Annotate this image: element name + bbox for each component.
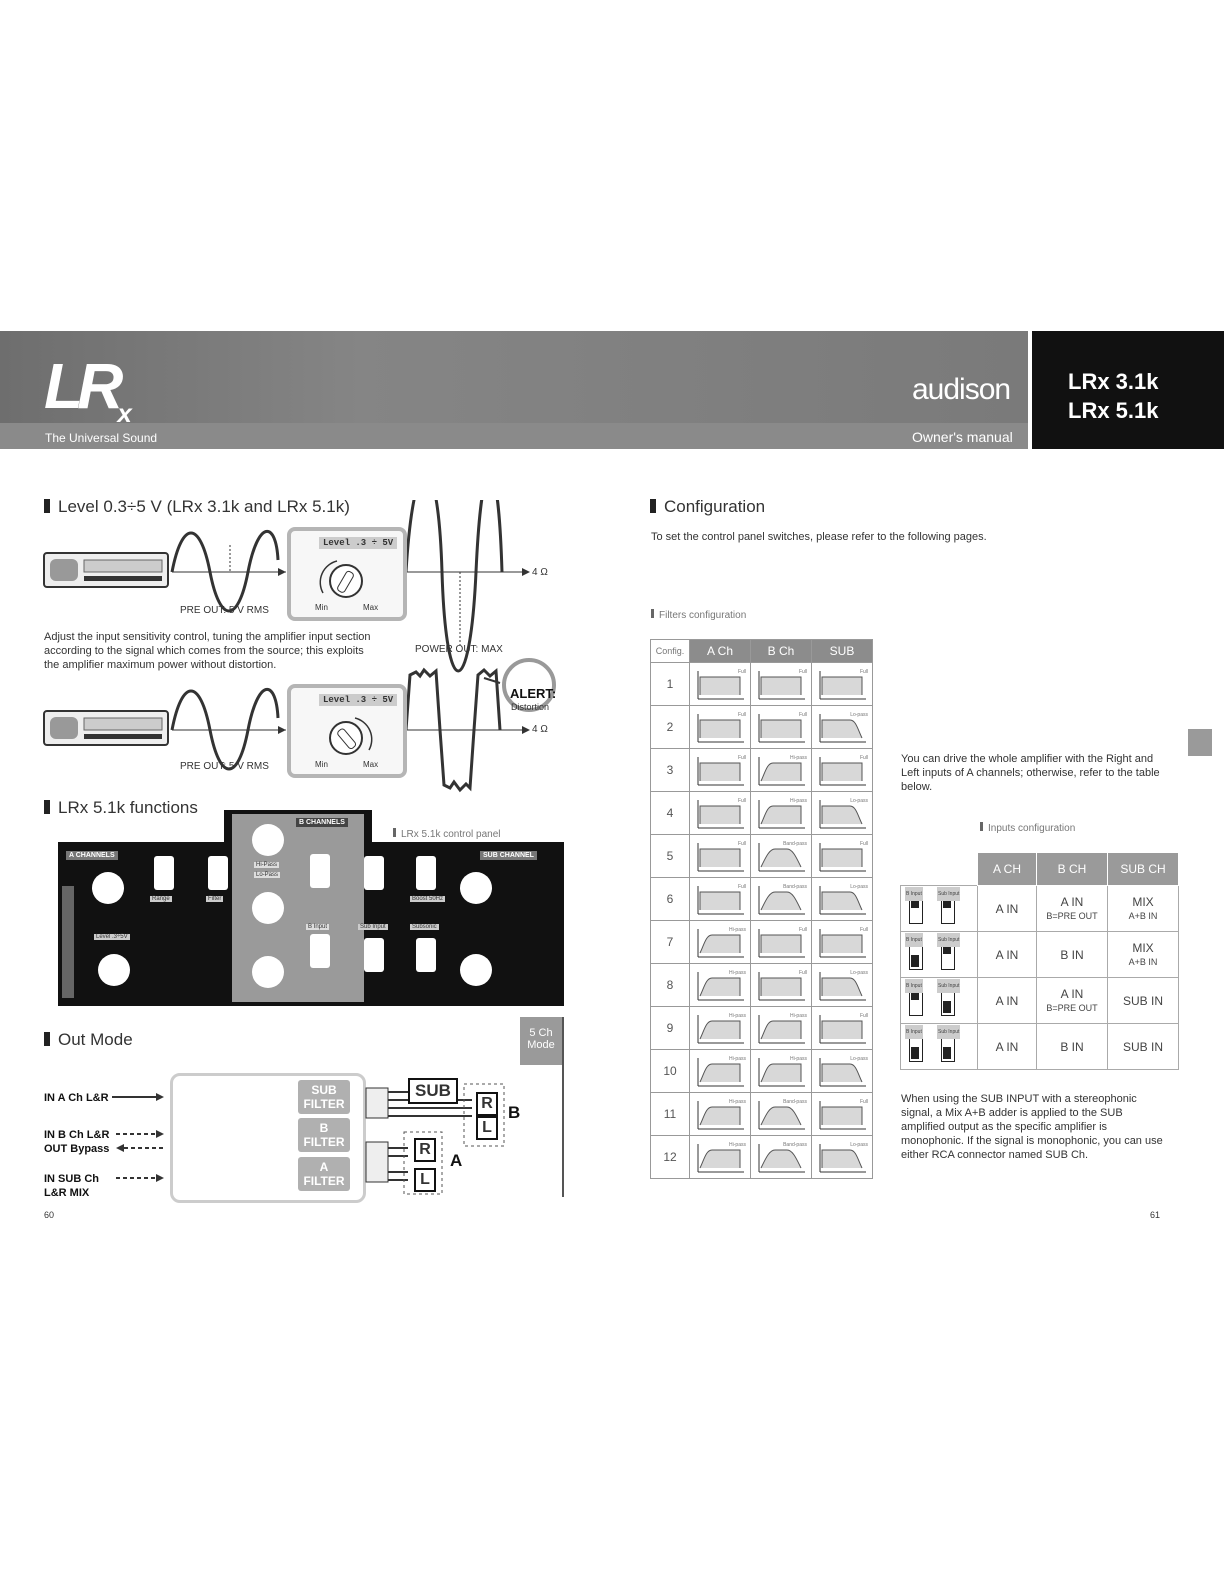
config-number: 9 (651, 1007, 690, 1050)
filter-response-graph (818, 755, 868, 787)
knob-max: Max (363, 603, 379, 612)
filter-cell (690, 878, 751, 921)
r-output-box: R (414, 1138, 436, 1162)
filter-type-label: Hi-pass (790, 1013, 807, 1019)
table-row (901, 1024, 1179, 1070)
config-number: 7 (651, 921, 690, 964)
filter-type-label: Full (737, 669, 746, 675)
filter-type-label: Band-pass (783, 1142, 807, 1148)
filter-cell (690, 663, 751, 706)
table-row (651, 663, 873, 706)
filter-type-label: Full (859, 1013, 868, 1019)
a-ch-cell: A IN (978, 978, 1037, 1024)
filter-cell (812, 1050, 873, 1093)
filter-response-graph (696, 798, 746, 830)
filter-cell (812, 663, 873, 706)
pre-out-label: PRE OUT: 5 V RMS (180, 761, 269, 772)
adjust-paragraph: Adjust the input sensitivity control, tuning the amplifier input section according to the signal which comes from the source; this exploits the amplifier maximum power without distortion. (44, 631, 371, 671)
filter-response-graph (757, 1142, 807, 1174)
filter-type-label: Hi-pass (790, 1056, 807, 1062)
table-row (651, 792, 873, 835)
filter-response-graph (757, 841, 807, 873)
filter-response-graph (696, 970, 746, 1002)
configuration-heading: Configuration (650, 497, 765, 517)
switch-label: B Input (905, 1025, 923, 1039)
b-ch-cell: A IN B=PRE OUT (1037, 886, 1108, 932)
table-row (651, 1136, 873, 1179)
filter-response-graph (757, 927, 807, 959)
filter-response-graph (696, 1013, 746, 1045)
filter-cell (812, 1093, 873, 1136)
b-ch-cell: B IN (1037, 932, 1108, 978)
b-ch-cell: A IN B=PRE OUT (1037, 978, 1108, 1024)
level-heading: Level 0.3÷5 V (LRx 3.1k and LRx 5.1k) (44, 497, 350, 517)
filter-response-graph (757, 1013, 807, 1045)
range-tag: Range (152, 896, 170, 902)
filter-type-label: Hi-pass (729, 970, 746, 976)
table-header: Config. (651, 640, 690, 663)
filter-type-label: Hi-pass (729, 1142, 746, 1148)
drive-paragraph: You can drive the whole amplifier with the Right and Left inputs of A channels; otherwise, refer to the table below. (901, 753, 1160, 793)
filter-cell (812, 749, 873, 792)
page-number-left: 60 (44, 1210, 55, 1220)
table-row (651, 921, 873, 964)
table-header: A CH (978, 853, 1037, 886)
filter-cell (690, 792, 751, 835)
model-block (1032, 331, 1224, 449)
lo-pass-tag: Lo-Pass (256, 872, 279, 878)
filter-response-graph (757, 669, 807, 701)
filter-response-graph (757, 798, 807, 830)
r-output-box: R (476, 1092, 498, 1116)
switch-setting-icon (901, 886, 978, 932)
filter-cell (690, 749, 751, 792)
filters-subheading: Filters configuration (651, 609, 746, 621)
filter-type-label: Full (798, 927, 807, 933)
filter-cell (690, 921, 751, 964)
filter-cell (812, 878, 873, 921)
filter-cell (690, 964, 751, 1007)
alert-label: ALERT: (510, 686, 557, 701)
filter-response-graph (696, 841, 746, 873)
table-row (651, 749, 873, 792)
table-header: B CH (1037, 853, 1108, 886)
filter-tag: Filter (208, 896, 222, 902)
filter-response-graph (818, 798, 868, 830)
filter-response-graph (818, 1142, 868, 1174)
filter-type-label: Hi-pass (790, 755, 807, 761)
knob-min: Min (315, 603, 328, 612)
filter-type-label: Hi-pass (729, 1013, 746, 1019)
switch-setting-icon (901, 978, 978, 1024)
knob-min: Min (315, 760, 328, 769)
filter-response-graph (818, 669, 868, 701)
lrx-logo: $LR_x$ (44, 350, 132, 428)
filter-response-graph (757, 755, 807, 787)
config-number: 6 (651, 878, 690, 921)
filter-cell (751, 1136, 812, 1179)
table-row (651, 964, 873, 1007)
filter-type-label: Full (737, 798, 746, 804)
filter-cell (690, 706, 751, 749)
filter-type-label: Full (798, 712, 807, 718)
sub-ch-cell: SUB IN (1108, 1024, 1179, 1070)
level-knob-box (287, 527, 407, 621)
filter-cell (690, 1050, 751, 1093)
filter-cell (751, 1093, 812, 1136)
car-stereo-icon (44, 553, 168, 587)
brand-name: audison (912, 373, 1011, 406)
filter-response-graph (696, 712, 746, 744)
config-number: 4 (651, 792, 690, 835)
filter-cell (690, 835, 751, 878)
table-header: A Ch (690, 640, 751, 663)
a-ch-cell: A IN (978, 1024, 1037, 1070)
filter-cell (751, 749, 812, 792)
filter-response-graph (757, 884, 807, 916)
filter-type-label: Full (859, 755, 868, 761)
filter-cell (751, 921, 812, 964)
table-row (651, 1007, 873, 1050)
switch-label: B Input (905, 933, 923, 947)
filter-cell (751, 792, 812, 835)
knob-tag: Level .3 ÷ 5V (319, 537, 397, 549)
filter-response-graph (818, 712, 868, 744)
filter-type-label: Full (737, 884, 746, 890)
config-number: 12 (651, 1136, 690, 1179)
switch-label: Sub Input (937, 979, 960, 993)
filter-response-graph (818, 970, 868, 1002)
switch-label: Sub Input (937, 1025, 960, 1039)
filter-cell (751, 835, 812, 878)
switch-label: Sub Input (937, 887, 960, 901)
a-label: A (450, 1151, 463, 1170)
filters-table (650, 639, 873, 1179)
filter-cell (751, 878, 812, 921)
input-label: IN SUB Ch (44, 1173, 99, 1185)
level-knob-box (287, 684, 407, 778)
filter-response-graph (757, 1099, 807, 1131)
model-name: LRx 3.1k (1068, 369, 1159, 394)
control-panel-image (58, 810, 564, 1006)
table-row (901, 978, 1179, 1024)
table-row (901, 886, 1179, 932)
input-label: L&R MIX (44, 1187, 90, 1199)
manual-label: Owner's manual (912, 429, 1013, 445)
a-filter-block: A FILTER (298, 1157, 350, 1191)
subsonic-tag: Subsonic (412, 924, 437, 930)
filter-type-label: Full (798, 970, 807, 976)
l-output-box: L (414, 1168, 436, 1192)
header-banner (0, 331, 1224, 449)
filter-cell (690, 1093, 751, 1136)
knob-tag: Level .3 ÷ 5V (319, 694, 397, 706)
table-header: B Ch (751, 640, 812, 663)
input-label: IN A Ch L&R (44, 1092, 109, 1104)
sub-ch-cell: MIX A+B IN (1108, 886, 1179, 932)
filter-cell (812, 1136, 873, 1179)
b-channels-tag: B CHANNELS (296, 818, 348, 827)
input-label: OUT Bypass (44, 1143, 110, 1155)
filter-response-graph (696, 927, 746, 959)
table-header: SUB CH (1108, 853, 1179, 886)
panel-caption: LRx 5.1k control panel (393, 828, 501, 840)
filter-cell (751, 1050, 812, 1093)
configuration-text: To set the control panel switches, please refer to the following pages. (651, 531, 987, 543)
a-ch-cell: A IN (978, 932, 1037, 978)
filter-cell (751, 964, 812, 1007)
filter-response-graph (696, 884, 746, 916)
b-label: B (508, 1103, 521, 1122)
sub-ch-cell: SUB IN (1108, 978, 1179, 1024)
filter-response-graph (757, 1056, 807, 1088)
filter-cell (812, 835, 873, 878)
table-row (651, 1050, 873, 1093)
sub-output-box: SUB (408, 1078, 458, 1104)
filter-type-label: Hi-pass (790, 798, 807, 804)
filter-cell (690, 1007, 751, 1050)
filter-cell (812, 964, 873, 1007)
filter-response-graph (818, 1056, 868, 1088)
filter-type-label: Lo-pass (850, 1142, 868, 1148)
table-row (901, 932, 1179, 978)
filter-response-graph (696, 755, 746, 787)
table-row (651, 835, 873, 878)
sub-ch-cell: MIX A+B IN (1108, 932, 1179, 978)
pre-out-label: PRE OUT: 5 V RMS (180, 605, 269, 616)
car-stereo-icon (44, 711, 168, 745)
config-number: 2 (651, 706, 690, 749)
filter-response-graph (696, 1056, 746, 1088)
filter-response-graph (696, 1099, 746, 1131)
switch-label: B Input (905, 887, 923, 901)
filter-type-label: Full (798, 669, 807, 675)
filter-type-label: Full (737, 712, 746, 718)
filter-type-label: Full (737, 755, 746, 761)
b-ch-cell: B IN (1037, 1024, 1108, 1070)
filter-type-label: Band-pass (783, 884, 807, 890)
filter-type-label: Lo-pass (850, 970, 868, 976)
b-input-tag: B Input (308, 924, 328, 930)
knob-max: Max (363, 760, 379, 769)
sub-input-tag: Sub Input (360, 924, 386, 930)
config-number: 8 (651, 964, 690, 1007)
filter-response-graph (696, 1142, 746, 1174)
switch-setting-icon (901, 932, 978, 978)
alert-sub: Distortion (511, 702, 550, 712)
functions-heading: LRx 5.1k functions (44, 798, 198, 818)
config-number: 11 (651, 1093, 690, 1136)
filter-response-graph (818, 927, 868, 959)
filter-type-label: Full (859, 669, 868, 675)
filter-response-graph (818, 841, 868, 873)
filter-type-label: Lo-pass (850, 884, 868, 890)
config-number: 1 (651, 663, 690, 706)
filter-type-label: Full (859, 1099, 868, 1105)
config-number: 10 (651, 1050, 690, 1093)
input-label: IN B Ch L&R (44, 1129, 110, 1141)
filter-type-label: Full (859, 841, 868, 847)
config-number: 3 (651, 749, 690, 792)
filter-type-label: Lo-pass (850, 712, 868, 718)
switch-setting-icon (901, 1024, 978, 1070)
ohm-label: 4 Ω (532, 567, 548, 578)
a-channels-tag: A CHANNELS (66, 851, 118, 860)
model-name: LRx 5.1k (1068, 398, 1159, 423)
out-mode-heading: Out Mode (44, 1030, 133, 1050)
filter-type-label: Hi-pass (729, 1099, 746, 1105)
l-output-box: L (476, 1116, 498, 1140)
switch-label: B Input (905, 979, 923, 993)
level-tag: Level .3÷5V (96, 934, 128, 940)
table-row (651, 878, 873, 921)
hi-pass-tag: Hi-Pass (256, 862, 278, 868)
tagline: The Universal Sound (45, 431, 158, 445)
inputs-table (900, 852, 1179, 1070)
sub-input-paragraph: When using the SUB INPUT with a stereophonic signal, a Mix A+B adder is applied to the SUB amplified output as the specific amplifier is monophonic. If the signal is monophonic, you can use either RCA connector named SUB Ch. (901, 1093, 1163, 1161)
filter-response-graph (818, 884, 868, 916)
filter-cell (812, 792, 873, 835)
table-row (651, 706, 873, 749)
filter-response-graph (696, 669, 746, 701)
filter-type-label: Hi-pass (729, 1056, 746, 1062)
filter-type-label: Hi-pass (729, 927, 746, 933)
config-number: 5 (651, 835, 690, 878)
filter-cell (690, 1136, 751, 1179)
filter-cell (751, 1007, 812, 1050)
filter-type-label: Lo-pass (850, 798, 868, 804)
b-filter-block: B FILTER (298, 1118, 350, 1152)
filter-response-graph (818, 1099, 868, 1131)
page-tab-marker (1188, 729, 1212, 756)
filter-response-graph (818, 1013, 868, 1045)
a-ch-cell: A IN (978, 886, 1037, 932)
filter-cell (751, 706, 812, 749)
filter-type-label: Full (737, 841, 746, 847)
filter-type-label: Full (859, 927, 868, 933)
switch-label: Sub Input (937, 933, 960, 947)
filter-cell (812, 706, 873, 749)
sub-channel-tag: SUB CHANNEL (480, 851, 537, 860)
filter-response-graph (757, 970, 807, 1002)
filter-cell (812, 1007, 873, 1050)
filter-type-label: Band-pass (783, 841, 807, 847)
filter-response-graph (757, 712, 807, 744)
boost-tag: Boost 50Hz (412, 896, 444, 902)
filter-cell (812, 921, 873, 964)
page-number-right: 61 (1150, 1210, 1161, 1220)
table-row (651, 1093, 873, 1136)
power-out-label: POWER OUT: MAX (415, 644, 503, 655)
ohm-label: 4 Ω (532, 724, 548, 735)
filter-type-label: Lo-pass (850, 1056, 868, 1062)
filter-cell (751, 663, 812, 706)
table-header: SUB (812, 640, 873, 663)
sub-filter-block: SUB FILTER (298, 1080, 350, 1114)
filter-type-label: Band-pass (783, 1099, 807, 1105)
inputs-subheading: Inputs configuration (980, 822, 1075, 834)
divider-line (562, 1017, 564, 1197)
ch-mode-badge: 5 Ch Mode (520, 1017, 562, 1065)
